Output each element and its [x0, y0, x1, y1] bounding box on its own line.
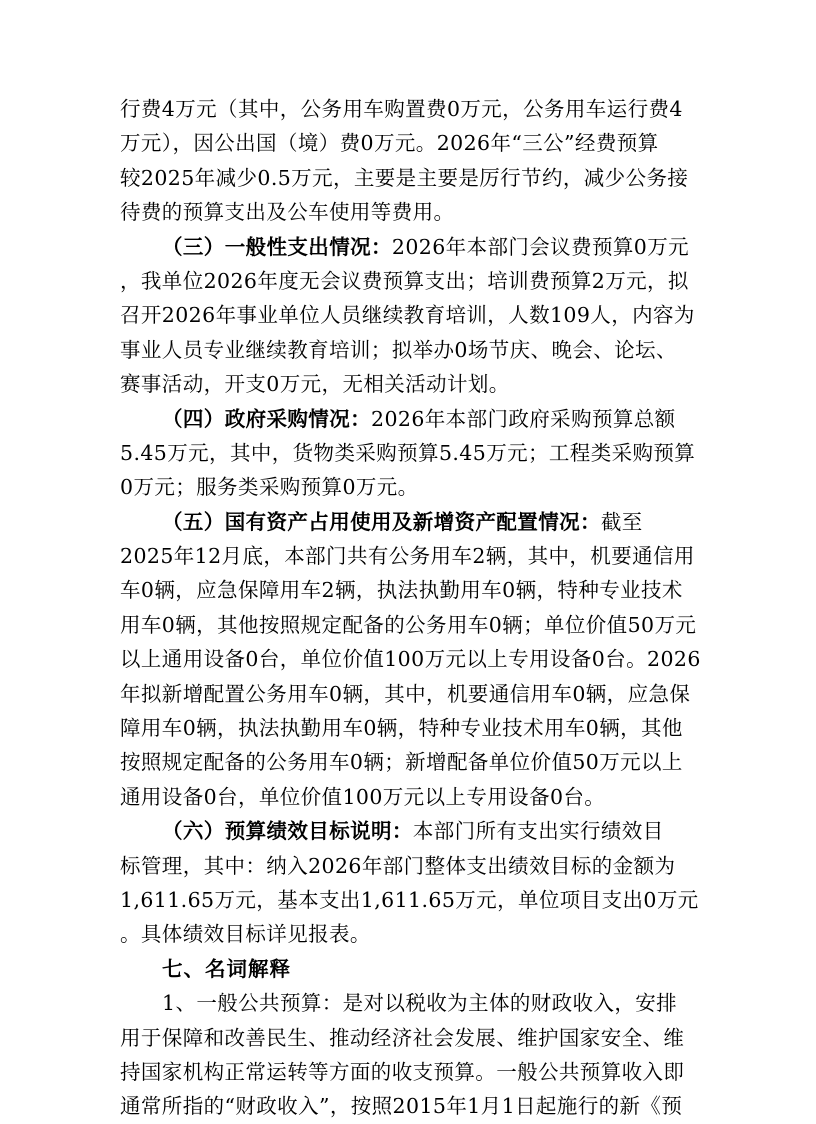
- text-line: ，我单位2026年度无会议费预算支出；培训费预算2万元，拟: [120, 268, 689, 293]
- text-line: 标管理，其中：纳入2026年部门整体支出绩效目标的金额为: [120, 853, 676, 878]
- section-heading: （四）政府采购情况：: [162, 406, 371, 431]
- text-line: 年拟新增配置公务用车0辆，其中，机要通信用车0辆，应急保: [120, 681, 691, 706]
- state-assets-section: [120, 505, 700, 815]
- text-line: 1,611.65万元，基本支出1,611.65万元，单位项目支出0万元: [120, 887, 699, 912]
- text-line: 1、一般公共预算：是对以税收为主体的财政收入，安排: [162, 991, 678, 1016]
- section-heading: （六）预算绩效目标说明：: [162, 819, 413, 844]
- section-first-line: [120, 505, 700, 539]
- text-line: 较2025年减少0.5万元，主要是主要是厉行节约，减少公务接: [120, 165, 689, 190]
- text-line: 障用车0辆，执法执勤用车0辆，特种专业技术用车0辆，其他: [120, 716, 683, 741]
- text-line: 持国家机构正常运转等方面的收支预算。一般公共预算收入即: [120, 1059, 685, 1084]
- text-line: 。具体绩效目标详见报表。: [120, 922, 371, 947]
- section-first-line: [120, 814, 700, 848]
- text-line: 用于保障和改善民生、推动经济社会发展、维护国家安全、维: [120, 1025, 685, 1050]
- text-line: 召开2026年事业单位人员继续教育培训，人数109人，内容为: [120, 303, 695, 328]
- section-first-line: [120, 402, 700, 436]
- text-line: 通常所指的“财政收入”，按照2015年1月1日起施行的新《预: [120, 1094, 683, 1119]
- government-procurement-section: [120, 402, 700, 505]
- text-line: 万元），因公出国（境）费0万元。2026年“三公”经费预算: [120, 131, 659, 156]
- general-public-budget-definition: [120, 986, 700, 1124]
- section-text: 2026年本部门会议费预算0万元: [391, 234, 690, 259]
- glossary-heading: 七、名词解释: [162, 956, 291, 981]
- text-line: 车0辆，应急保障用车2辆，执法执勤用车0辆，特种专业技术: [120, 578, 683, 603]
- text-line: 事业人员专业继续教育培训；拟举办0场节庆、晚会、论坛、: [120, 337, 677, 362]
- text-line: 行费4万元（其中，公务用车购置费0万元，公务用车运行费4: [120, 97, 683, 121]
- section-text: 本部门所有支出实行绩效目: [412, 819, 664, 844]
- text-line: 赛事活动，开支0万元，无相关活动计划。: [120, 372, 510, 397]
- text-line: 以上通用设备0台，单位价值100万元以上专用设备0台。2026: [120, 647, 701, 672]
- section-text: 截至: [600, 509, 643, 534]
- section-text: 2026年本部门政府采购预算总额: [371, 406, 676, 431]
- general-expenditure-section: [120, 230, 700, 402]
- text-line: 用车0辆，其他按照规定配备的公务用车0辆；单位价值50万元: [120, 612, 697, 637]
- document-page: [120, 92, 700, 1124]
- section-heading: （五）国有资产占用使用及新增资产配置情况：: [162, 509, 601, 534]
- text-line: 2025年12月底，本部门共有公务用车2辆，其中，机要通信用: [120, 544, 695, 569]
- text-line: 5.45万元，其中，货物类采购预算5.45万元；工程类采购预算: [120, 440, 696, 465]
- text-line: 按照规定配备的公务用车0辆；新增配备单位价值50万元以上: [120, 750, 683, 775]
- section-first-line: [120, 230, 700, 264]
- section-heading: （三）一般性支出情况：: [162, 234, 392, 259]
- text-line: 待费的预算支出及公车使用等费用。: [120, 200, 455, 225]
- text-line: 通用设备0台，单位价值100万元以上专用设备0台。: [120, 784, 606, 809]
- three-public-expenses-paragraph: [120, 92, 700, 230]
- performance-goals-section: [120, 814, 700, 952]
- text-line: 0万元；服务类采购预算0万元。: [120, 475, 419, 500]
